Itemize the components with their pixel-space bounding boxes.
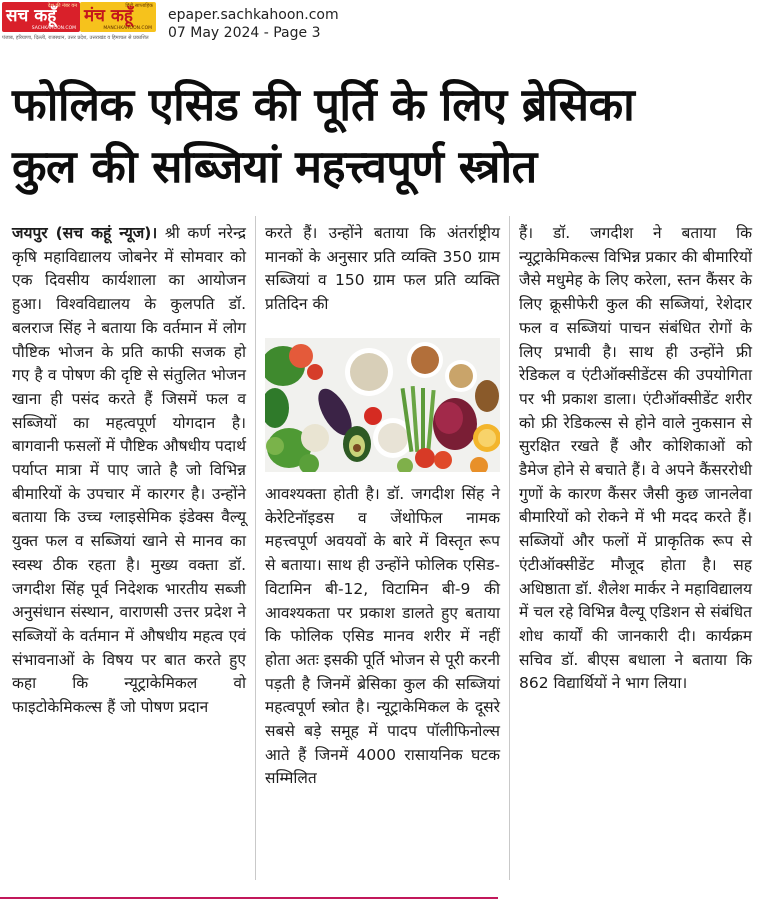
vegetables-photo	[265, 338, 500, 472]
logo-wordmark: मंच कहूँ	[84, 6, 133, 26]
headline-line-2: कुल की सब्जियां महत्त्वपूर्ण स्त्रोत	[12, 140, 537, 193]
vegetables-illustration	[265, 338, 500, 472]
logo-tagline: हिंदी साप्ताहिक	[125, 3, 153, 9]
article-column-3	[519, 222, 752, 696]
edition-date-page: 07 May 2024 - Page 3	[168, 25, 321, 41]
logo-url: MANCHKAHOON.COM	[103, 26, 152, 31]
column-divider	[509, 216, 510, 880]
headline-line-1: फोलिक एसिड की पूर्ति के लिए ब्रेसिका	[12, 78, 635, 131]
logo-url: SACHKAHOON.COM	[31, 26, 76, 31]
column-2-bottom-text: आवश्यक्ता होती है। डॉ. जगदीश सिंह ने केरेटिनॉइडस व जेंथोफिल नामक महत्त्वपूर्ण अवयवों के बारे में विस्तृत रूप से बताया। साथ ही उन्होंने फोलिक एसिड-विटामिन बी-12, विटामिन बी-9 की आवश्यकता पर प्रकाश डालते हुए बताया कि फोलिक एसिड मानव शरीर में नहीं होता अतः इसकी पूर्ति भोजन से पूरी करनी पड़ती है जिनमें ब्रेसिका कुल की सब्जियां महत्वपूर्ण स्त्रोत है। न्यूट्राकेमिकल के दूसरे सबसे बड़े समूह में पादप पॉलीफिनोल्स आते हैं जिनमें 4000 रासायनिक घटक सम्मिलित	[265, 485, 500, 788]
article-column-2-top	[265, 222, 500, 317]
logo-regions-strip: पंजाब, हरियाणा, दिल्ली, राजस्थान, उत्तर प्रदेश, उत्तराखंड व हिमाचल से प्रकाशित	[2, 35, 149, 41]
column-3-text: हैं। डॉ. जगदीश ने बताया कि न्यूट्राकेमिकल्स विभिन्न प्रकार की बीमारियों जैसे मधुमेह के लिए करेला, स्तन कैंसर के लिए क्रूसीफेरी कुल की सब्जियां, रेशेदार फल व सब्जियां पाचन संबंधित रोगों के लिए प्रभावी है। साथ ही उन्होंने फ्री रेडिकल व एंटीऑक्सीडेंटस की उपयोगिता पर भी प्रकाश डाला। एंटीऑक्सीडेंट शरीर को फ्री रेडिकल्स से होने वाले नुकसान से सुरक्षित रखते हैं और कोशिकाओं को डैमेज होने से बचाते हैं। वे अपने कैंसररोधी गुणों के कारण कैंसर जैसी कुछ जानलेवा बीमारियों को रोकने में भी मदद करते हैं। सब्जियों और फलों में प्राकृतिक रूप से एंटीऑक्सीडेंट मौजूद होता है। सह अधिष्ठाता डॉ. शैलेश मार्कर ने महाविद्यालय में चल रहे विभिन्न वैल्यू एडिशन से संबंधित शोध कार्यों की जानकारी दी। कार्यक्रम सचिव डॉ. बीएस बधाला ने बताया कि 862 विद्यार्थियों ने भाग लिया।	[519, 224, 752, 693]
article-column-2-bottom	[265, 483, 500, 791]
site-info	[168, 6, 339, 42]
newspaper-logo[interactable]	[0, 0, 158, 46]
column-2-top-text: करते हैं। उन्होंने बताया कि अंतर्राष्ट्रीय मानकों के अनुसार प्रति व्यक्ति 350 ग्राम सब्जियां व 150 ग्राम फल प्रति व्यक्ति प्रतिदिन की	[265, 224, 500, 314]
article-headline	[12, 74, 760, 198]
article-column-1	[12, 222, 246, 720]
bottom-accent-rule	[0, 897, 498, 899]
column-1-text	[12, 222, 246, 720]
logo-wordmark: सच कहूँ	[6, 6, 57, 26]
sach-kahoon-logo	[2, 2, 80, 32]
column-divider	[255, 216, 256, 880]
site-url-link[interactable]: epaper.sachkahoon.com	[168, 7, 339, 23]
epaper-header	[0, 0, 768, 46]
column-1-body: श्री कर्ण नरेन्द्र कृषि महाविद्यालय जोबनेर में सोमवार को एक दिवसीय कार्यशाला का आयोजन हुआ। विश्वविद्यालय के कुलपति डॉ. बलराज सिंह ने बताया कि वर्तमान में लोग पौष्टिक भोजन के प्रति काफी सजक हो गए है व पोषण की दृष्टि से संतुलित भोजन खाना ही पसंद करते हैं जिसमें फल व सब्जियों का महत्वपूर्ण योगदान है। बागवानी फसलों में पौष्टिक औषधीय पदार्थ पर्याप्त मात्रा में पाए जाते है जो विभिन्न बीमारियों के उपचार में कारगर है। उन्होंने बताया कि उच्च ग्लाइसेमिक इंडेक्स वैल्यू युक्त फल व सब्जियां खाने से मानव का स्वस्थ ठीक रहता है। मुख्य वक्ता डॉ. जगदीश सिंह पूर्व निदेशक भारतीय सब्जी अनुसंधान संस्थान, वाराणसी उत्तर प्रदेश ने सब्जियों के वर्तमान में औषधीय महत्व एवं संभावनाओं के विषय पर बात करते हुए कहा कि न्यूट्राकेमिकल वो फाइटोकेमिकल्स हैं जो पोषण प्रदान	[12, 224, 247, 717]
logo-tagline: देश की नंबर वन	[47, 3, 77, 9]
manch-kahoon-logo	[80, 2, 156, 32]
dateline: जयपुर (सच कहूं न्यूज)।	[12, 224, 158, 242]
